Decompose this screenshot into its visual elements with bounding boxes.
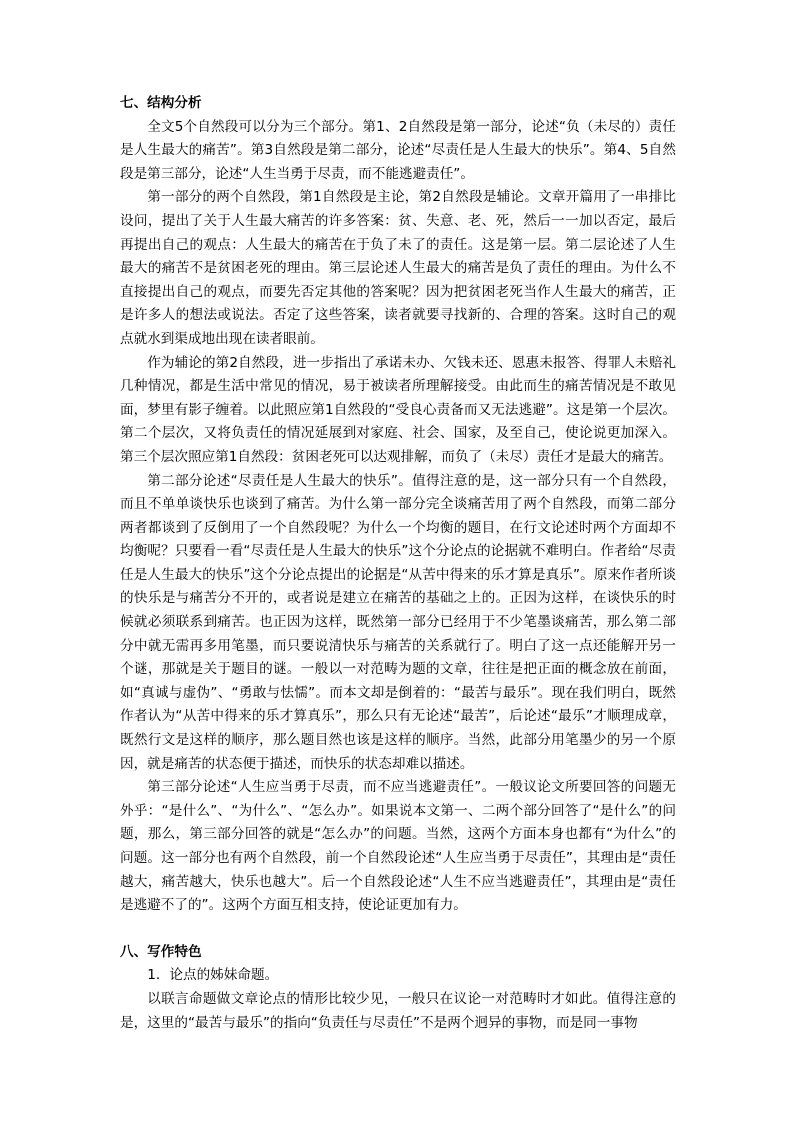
paragraph: 作为辅论的第2自然段，进一步指出了承诺未办、欠钱未还、恩惠未报答、得罪人未赔礼几种情况，都是生活中常见的情况，易于被读者所理解接受。由此而生的痛苦情况是不敢见面，梦里有影子缠着。以此照应第1自然段的“受良心责备而又无法逃避”。这是第一个层次。第二个层次，又将负责任的情况延展到对家庭、社会、国家，及至自己，使论说更加深入。第三个层次照应第1自然段：贫困老死可以达观排解，而负了（未尽）责任才是最大的痛苦。 <box>120 354 676 465</box>
section-heading-7: 七、结构分析 <box>120 95 202 111</box>
paragraph: 第一部分的两个自然段，第1自然段是主论，第2自然段是辅论。文章开篇用了一串排比设问，提出了关于人生最大痛苦的许多答案：贫、失意、老、死，然后一一加以否定，最后再提出自己的观点：人生最大的痛苦在于负了未了的责任。这是第一层。第二层论述了人生最大的痛苦不是贫困老死的理由。第三层论述人生最大的痛苦是负了责任的理由。为什么不直接提出自己的观点，而要先否定其他的答案呢？因为把贫困老死当作人生最大的痛苦，正是许多人的想法或说法。否定了这些答案，读者就要寻找新的、合理的答案。这时自己的观点就水到渠成地出现在读者眼前。 <box>120 189 676 347</box>
section-heading-8: 八、写作特色 <box>120 943 202 960</box>
paragraph: 全文5个自然段可以分为三个部分。第1、2自然段是第一部分，论述“负（未尽的）责任是人生最大的痛苦”。第3自然段是第二部分，论述“尽责任是人生最大的快乐”。第4、5自然段是第三部分，论述“人生当勇于尽责，而不能逃避责任”。 <box>120 118 676 182</box>
paragraph: 以联言命题做文章论点的情形比较少见，一般只在议论一对范畴时才如此。值得注意的是，这里的“最苦与最乐”的指向“负责任与尽责任”不是两个迥异的事物，而是同一事物 <box>120 990 676 1031</box>
subheading: 1．论点的姊妹命题。 <box>147 967 279 984</box>
document-page <box>120 92 676 1035</box>
paragraph: 第三部分论述“人生应当勇于尽责，而不应当逃避责任”。一般议论文所要回答的问题无外乎：“是什么”、“为什么”、“怎么办”。如果说本文第一、二两个部分回答了“是什么”的问题，那么，第三部分回答的就是“怎么办”的问题。当然，这两个方面本身也都有“为什么”的问题。这一部分也有两个自然段，前一个自然段论述“人生应当勇于尽责任”，其理由是“责任越大，痛苦越大，快乐也越大”。后一个自然段论述“人生不应当逃避责任”，其理由是“责任是逃避不了的”。这两个方面互相支持，使论证更加有力。 <box>120 779 676 914</box>
paragraph: 第二部分论述“尽责任是人生最大的快乐”。值得注意的是，这一部分只有一个自然段，而且不单单谈快乐也谈到了痛苦。为什么第一部分完全谈痛苦用了两个自然段，而第二部分两者都谈到了反倒用了一个自然段呢？为什么一个均衡的题目，在行文论述时两个方面却不均衡呢？只要看一看“尽责任是人生最大的快乐”这个分论点的论据就不难明白。作者给“尽责任是人生最大的快乐”这个分论点提出的论据是“从苦中得来的乐才算是真乐”。原来作者所谈的快乐是与痛苦分不开的，或者说是建立在痛苦的基础之上的。正因为这样，在谈快乐的时候就必须联系到痛苦。也正因为这样，既然第一部分已经用于不少笔墨谈痛苦，那么第二部分中就无需再多用笔墨，而只要说清快乐与痛苦的关系就行了。明白了这一点还能解开另一个谜，那就是关于题目的谜。一般以一对范畴为题的文章，往往是把正面的概念放在前面，如“真诚与虚伪”、“勇敢与怯懦”。而本文却是倒着的：“最苦与最乐”。现在我们明白，既然作者认为“从苦中得来的乐才算真乐”，那么只有无论述“最苦”，后论述“最乐”才顺理成章，既然行文是这样的顺序，那么题目然也该是这样的顺序。当然，此部分用笔墨少的另一个原因，就是痛苦的状态便于描述，而快乐的状态却难以描述。 <box>120 472 676 772</box>
